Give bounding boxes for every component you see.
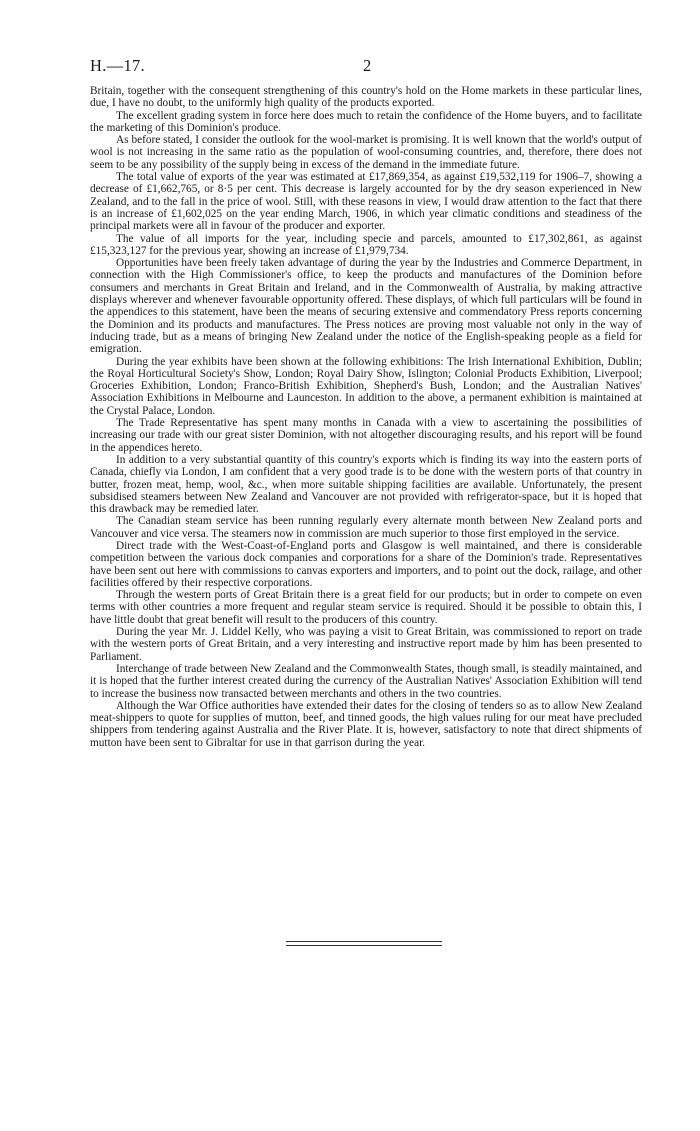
paragraph: During the year exhibits have been shown at the following exhibitions: The Irish International Exhibition, Dublin; the Royal Horticultural Society's Show, London; Royal Dairy Show, Islington; Colonial Products Exhibition, Liverpool; Groceries Exhibition, London; Franco-British Exhibition, Shepherd's Bush, London; and the Australian Natives' Association Exhibitions in Melbourne and Launceston. In addition to the above, a permanent exhibition is maintained at the Crystal Palace, London. xyxy=(90,355,642,417)
paragraph: The Trade Representative has spent many months in Canada with a view to ascertaining the possibilities of increasing our trade with our great sister Dominion, with not altogether discouraging results, and his report will be found in the appendices hereto. xyxy=(90,417,642,454)
page-header xyxy=(90,56,642,80)
paragraph: In addition to a very substantial quantity of this country's exports which is finding its way into the eastern ports of Canada, chiefly via London, I am confident that a very good trade is to be done with the western ports of that country in butter, frozen meat, hemp, wool, &c., when more suitable shipping facilities are available. Unfortunately, the present subsidised steamers between New Zealand and Vancouver are not provided with refrigerator-space, but it is hoped that this drawback may be remedied later. xyxy=(90,453,642,516)
page-number: 2 xyxy=(363,56,372,75)
paragraph: During the year Mr. J. Liddel Kelly, who was paying a visit to Great Britain, was commissioned to report on trade with the western ports of Great Britain, and a very interesting and instructive report made by him has been presented to Parliament. xyxy=(90,626,642,663)
body-text xyxy=(90,85,642,749)
paragraph: Although the War Office authorities have extended their dates for the closing of tenders so as to allow New Zealand meat-shippers to quote for supplies of mutton, beef, and tinned goods, the high values ruling for our meat have precluded shippers from tendering against Australia and the River Plate. It is, however, satisfactory to note that direct shipments of mutton have been sent to Gibraltar for use in that garrison during the year. xyxy=(90,699,642,749)
document-reference: H.—17. xyxy=(90,56,145,75)
paragraph: Through the western ports of Great Britain there is a great field for our products; but in order to compete on even terms with other countries a more frequent and regular steam service is required. Should it be possible to obtain this, I have little doubt that great benefit will result to the producers of this country. xyxy=(90,589,642,626)
paragraph: The Canadian steam service has been running regularly every alternate month between New Zealand ports and Vancouver and vice versa. The steamers now in commission are much superior to those first employed in the service. xyxy=(90,515,642,540)
paragraph: The total value of exports of the year was estimated at £17,869,354, as against £19,532,119 for 1906–7, showing a decrease of £1,662,765, or 8·5 per cent. This decrease is largely accounted for by the dry season experienced in New Zealand, and to the fall in the price of wool. Still, with these reasons in view, I would draw attention to the fact that there is an increase of £1,602,025 on the year ending March, 1906, in which year climatic conditions and steadiness of the principal markets were all in favour of the producer and exporter. xyxy=(90,171,642,233)
paragraph: The value of all imports for the year, including specie and parcels, amounted to £17,302,861, as against £15,323,127 for the previous year, showing an increase of £1,979,734. xyxy=(90,232,642,257)
paragraph: Interchange of trade between New Zealand and the Commonwealth States, though small, is steadily maintained, and it is hoped that the further interest created during the currency of the Australian Natives' Association Exhibition will tend to increase the business now transacted between merchants and others in the two countries. xyxy=(90,662,642,700)
paragraph: Opportunities have been freely taken advantage of during the year by the Industries and Commerce Department, in connection with the High Commissioner's office, to keep the products and manufactures of the Dominion before consumers and merchants in Great Britain and Ireland, and in the Commonwealth of Australia, by making attractive displays wherever and whenever favourable opportunity offered. These displays, of which full particulars will be found in the appendices to this statement, have been the means of securing extensive and commendatory Press reports concerning the Dominion and its products and manufactures. The Press notices are proving most valuable not only in the way of inducing trade, but as a means of bringing New Zealand under the notice of the English-speaking people as a field for emigration. xyxy=(90,257,642,356)
paragraph: The excellent grading system in force here does much to retain the confidence of the Home buyers, and to facilitate the marketing of this Dominion's produce. xyxy=(90,109,642,134)
end-rule xyxy=(286,941,442,946)
paragraph: Direct trade with the West-Coast-of-England ports and Glasgow is well maintained, and there is considerable competition between the various dock companies and corporations for a share of the Dominion's trade. Representatives have been sent out here with commissions to canvas exporters and importers, and to point out the dock, railage, and other facilities offered by their respective corporations. xyxy=(90,539,642,589)
paragraph: Britain, together with the consequent strengthening of this country's hold on the Home markets in these particular lines, due, I have no doubt, to the uniformly high quality of the products exported. xyxy=(90,85,642,110)
paragraph: As before stated, I consider the outlook for the wool-market is promising. It is well known that the world's output of wool is not increasing in the same ratio as the population of wool-consuming countries, and, therefore, there does not seem to be any possibility of the supply being in excess of the demand in the immediate future. xyxy=(90,134,642,171)
